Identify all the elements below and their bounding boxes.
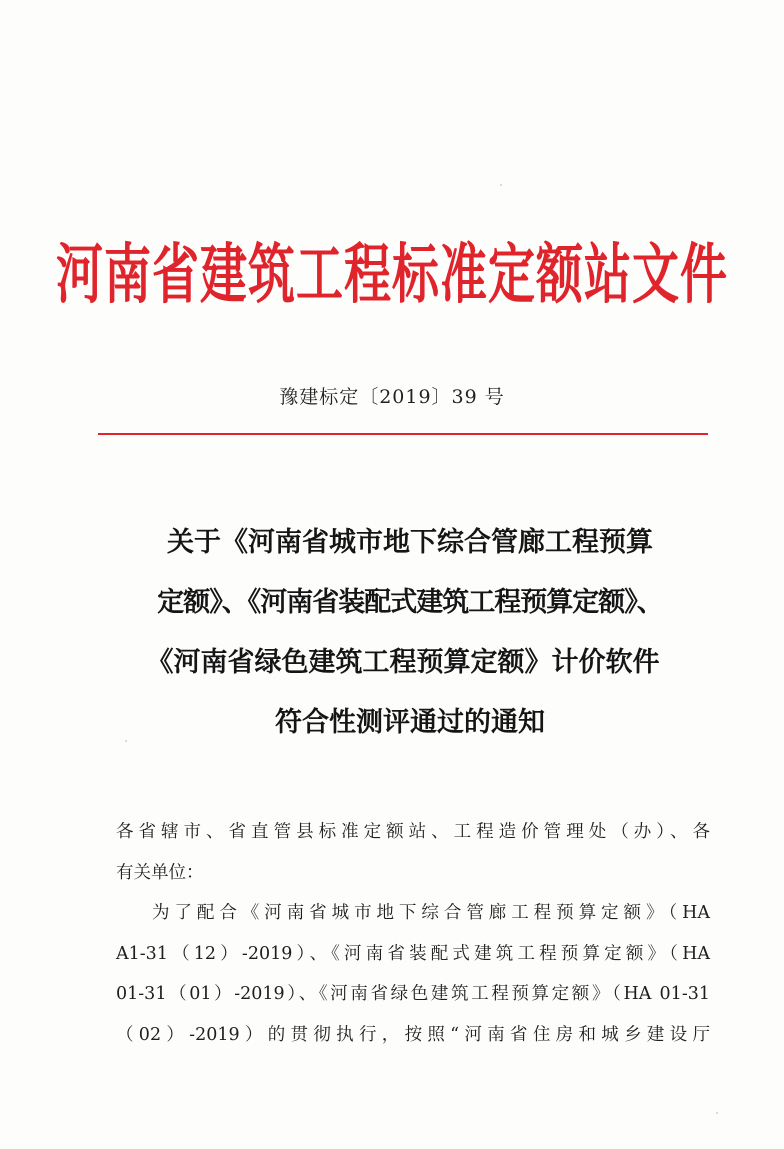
document-number: 豫建标定〔2019〕39 号 bbox=[279, 386, 505, 408]
masthead-title: 河南省建筑工程标准定额站文件 bbox=[56, 237, 728, 314]
scan-speck bbox=[500, 184, 502, 186]
notice-title bbox=[110, 513, 710, 753]
title-line: 关于《河南省城市地下综合管廊工程预算 bbox=[167, 527, 653, 558]
scan-speck bbox=[125, 740, 127, 742]
notice-body bbox=[116, 812, 710, 1055]
body-line: 01-31（01）-2019）、《河南省绿色建筑工程预算定额》（HA 01-31 bbox=[116, 984, 710, 1004]
red-divider-line bbox=[98, 433, 708, 435]
title-line: 《河南省绿色建筑工程预算定额》计价软件 bbox=[146, 647, 660, 678]
body-line-addressees-cont: 有关单位： bbox=[116, 862, 204, 883]
body-line: A1-31（12）-2019）、《河南省装配式建筑工程预算定额》（HA bbox=[116, 943, 710, 964]
body-line: （02）-2019）的贯彻执行，按照“河南省住房和城乡建设厅 bbox=[116, 1024, 710, 1045]
title-line: 定额》、《河南省装配式建筑工程预算定额》、 bbox=[157, 587, 663, 618]
body-line-addressees: 各省辖市、省直管县标准定额站、工程造价管理处（办）、各 bbox=[116, 822, 710, 842]
body-line: 为了配合《河南省城市地下综合管廊工程预算定额》（HA bbox=[152, 903, 710, 923]
title-line: 符合性测评通过的通知 bbox=[275, 707, 545, 738]
scan-speck bbox=[716, 1112, 718, 1114]
